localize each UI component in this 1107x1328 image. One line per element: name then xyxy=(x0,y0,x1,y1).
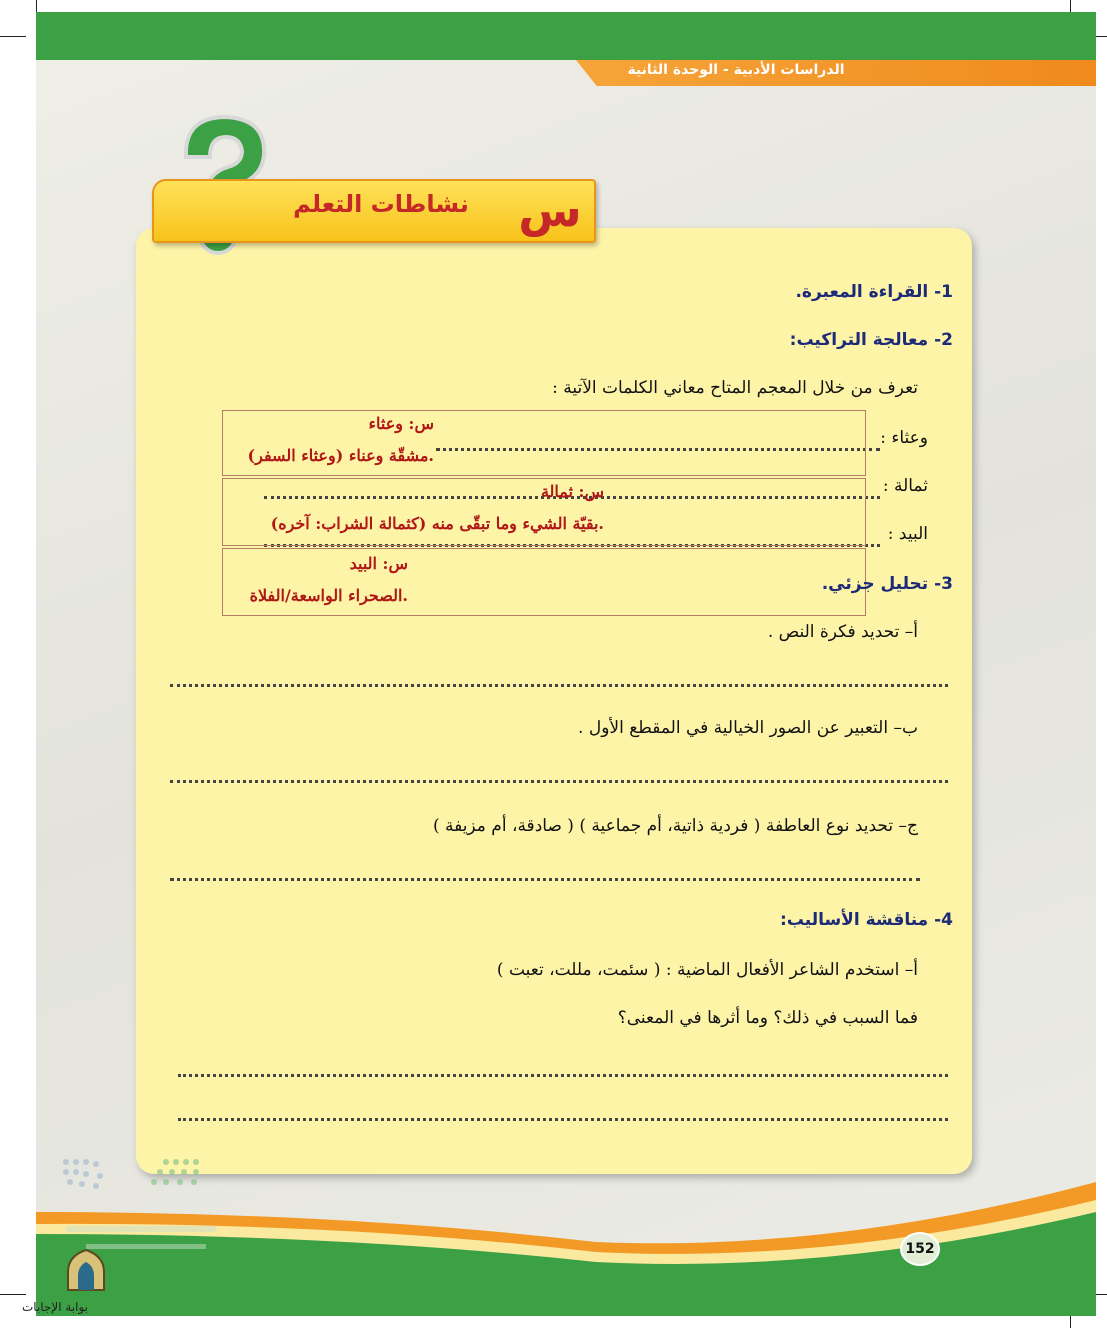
answer-1-question: س: وعثاء xyxy=(368,414,434,433)
answer-2-text: .بقيّة الشيء وما تبقّى منه (كثمالة الشراب: آخره) xyxy=(270,514,604,533)
crop-mark xyxy=(0,1294,26,1295)
banner-letter: س xyxy=(518,183,582,237)
answer-box-1 xyxy=(222,410,866,476)
answer-2-question: س: ثمالة xyxy=(540,482,604,501)
task-3a: أ– تحديد فكرة النص . xyxy=(767,622,918,642)
ministry-logo xyxy=(56,1152,226,1292)
answer-3-text: .الصحراء الواسعة/الفلاة xyxy=(249,586,408,605)
heading-style-discussion: 4- مناقشة الأساليب: xyxy=(779,910,953,930)
page-number: 152 xyxy=(900,1232,940,1266)
portal-watermark: بوابة الإجابات xyxy=(21,1300,88,1314)
task-4-question: فما السبب في ذلك؟ وما أثرها في المعنى؟ xyxy=(617,1008,918,1028)
section-label: الدراسات الأدبية - الوحدة الثانية xyxy=(627,62,845,78)
answer-line xyxy=(178,1074,948,1077)
answer-3-question: س: البيد xyxy=(349,554,408,573)
heading-expressive-reading: 1- القراءة المعبرة. xyxy=(795,282,953,302)
vocab-word-2: ثمالة : xyxy=(882,476,928,496)
task-3b: ب– التعبير عن الصور الخيالية في المقطع الأول . xyxy=(578,718,918,738)
heading-structures: 2- معالجة التراكيب: xyxy=(789,330,953,350)
answer-1-text: .مشقّة وعناء (وعثاء السفر) xyxy=(247,446,434,465)
answer-line xyxy=(178,1118,948,1121)
banner-title: نشاطات التعلم xyxy=(293,190,469,218)
vocab-word-1: وعثاء : xyxy=(880,428,928,448)
answer-line xyxy=(170,684,948,687)
task-4a: أ– استخدم الشاعر الأفعال الماضية : ( سئمت، مللت، تعبت ) xyxy=(496,960,918,980)
answer-box-3 xyxy=(222,548,866,616)
activity-card xyxy=(136,228,972,1174)
task-3c: ج– تحديد نوع العاطفة ( فردية ذاتية، أم جماعية ) ( صادقة، أم مزيفة ) xyxy=(432,816,918,836)
vocab-word-3: البيد : xyxy=(887,524,928,544)
crop-mark xyxy=(36,0,37,12)
crop-mark xyxy=(0,36,26,37)
answer-line xyxy=(170,878,920,881)
textbook-page xyxy=(36,12,1096,1316)
heading-partial-analysis: 3- تحليل جزئي. xyxy=(821,574,953,594)
header-band xyxy=(36,12,1096,60)
vocab-instruction: تعرف من خلال المعجم المتاح معاني الكلمات الآتية : xyxy=(552,378,918,398)
answer-line xyxy=(170,780,948,783)
